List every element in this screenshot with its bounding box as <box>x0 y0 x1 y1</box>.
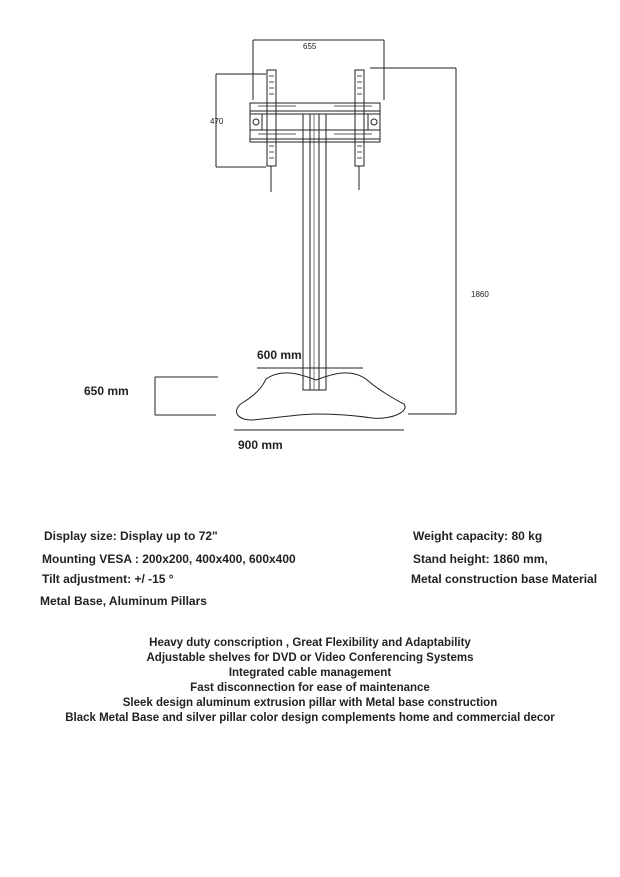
spec-weight-capacity: Weight capacity: 80 kg <box>413 529 543 543</box>
feature-item: Fast disconnection for ease of maintenance <box>190 682 430 694</box>
bracket-width-label: 655 <box>303 42 317 51</box>
feature-item: Integrated cable management <box>228 667 392 679</box>
feature-item: Heavy duty conscription , Great Flexibility and Adaptability <box>149 637 471 649</box>
metal-base <box>237 373 406 420</box>
feature-list <box>0 636 620 726</box>
vesa-bracket <box>250 70 380 192</box>
feature-item: Sleek design aluminum extrusion pillar with Metal base construction <box>122 697 498 709</box>
spec-mounting-vesa: Mounting VESA : 200x200, 400x400, 600x400 <box>42 552 296 566</box>
stand-height-label: 1860 <box>471 290 489 299</box>
base-width-label: 900 mm <box>238 438 283 452</box>
spec-construction: Metal construction base Material <box>411 572 598 586</box>
aluminum-pillar <box>303 114 326 390</box>
bracket-height-label: 470 <box>210 117 224 126</box>
spec-base-material: Metal Base, Aluminum Pillars <box>40 594 207 608</box>
spec-display-size: Display size: Display up to 72" <box>44 529 218 543</box>
stand-height-dimension <box>370 68 456 414</box>
base-depth-dimension <box>155 377 218 415</box>
base-upper-width-label: 600 mm <box>257 348 302 362</box>
base-depth-label: 650 mm <box>84 384 129 398</box>
feature-item: Adjustable shelves for DVD or Video Conferencing Systems <box>146 652 474 664</box>
spec-stand-height: Stand height: 1860 mm, <box>413 552 548 566</box>
feature-item: Black Metal Base and silver pillar color design complements home and commercial decor <box>65 712 555 724</box>
spec-tilt-adjustment: Tilt adjustment: +/ -15 ° <box>42 572 174 586</box>
